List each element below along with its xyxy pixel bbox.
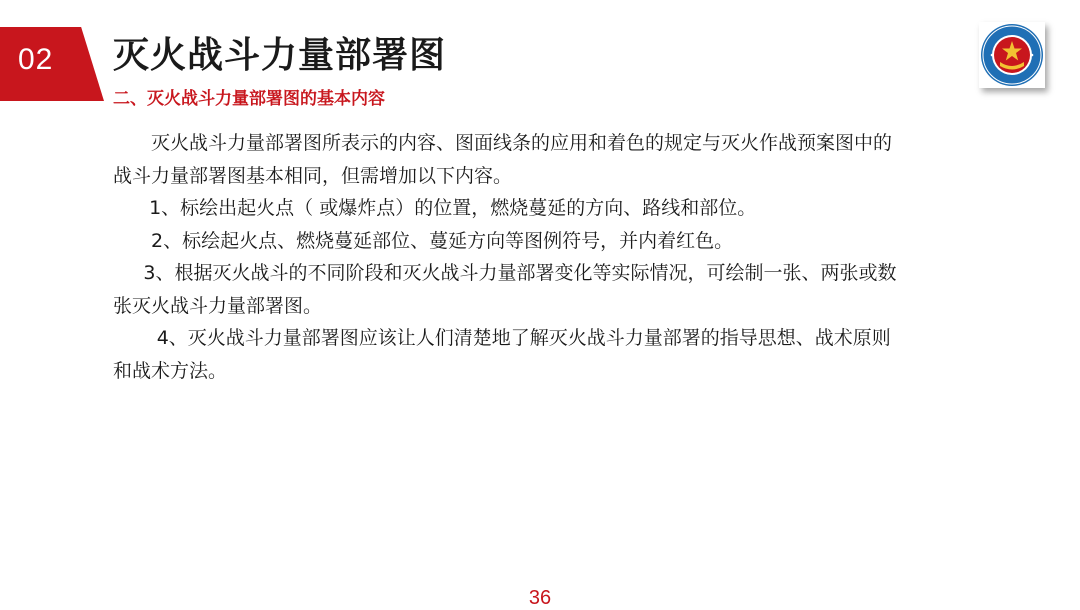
list-item-1: 1、标绘出起火点（ 或爆炸点）的位置，燃烧蔓延的方向、路线和部位。	[149, 197, 757, 219]
intro-paragraph: 灭火战斗力量部署图所表示的内容、图面线条的应用和着色的规定与灭火作战预案图中的战斗力量部署图基本相同，但需增加以下内容。	[113, 132, 893, 187]
page-number: 36	[528, 587, 552, 609]
list-item-2: 2、标绘起火点、燃烧蔓延部位、蔓延方向等图例符号，并内着红色。	[151, 229, 734, 252]
fire-rescue-emblem-icon	[979, 22, 1045, 88]
section-number: 02	[18, 43, 54, 76]
page-subtitle: 二、灭火战斗力量部署图的基本内容	[113, 89, 385, 109]
list-item-3: 3、根据灭火战斗的不同阶段和灭火战斗力量部署变化等实际情况，可绘制一张、两张或数张灭火战斗力量部署图。	[113, 262, 897, 317]
content-body	[113, 127, 903, 387]
page-title: 灭火战斗力量部署图	[113, 35, 447, 76]
list-item-4: 4、灭火战斗力量部署图应该让人们清楚地了解灭火战斗力量部署的指导思想、战术原则和战术方法。	[113, 327, 891, 382]
